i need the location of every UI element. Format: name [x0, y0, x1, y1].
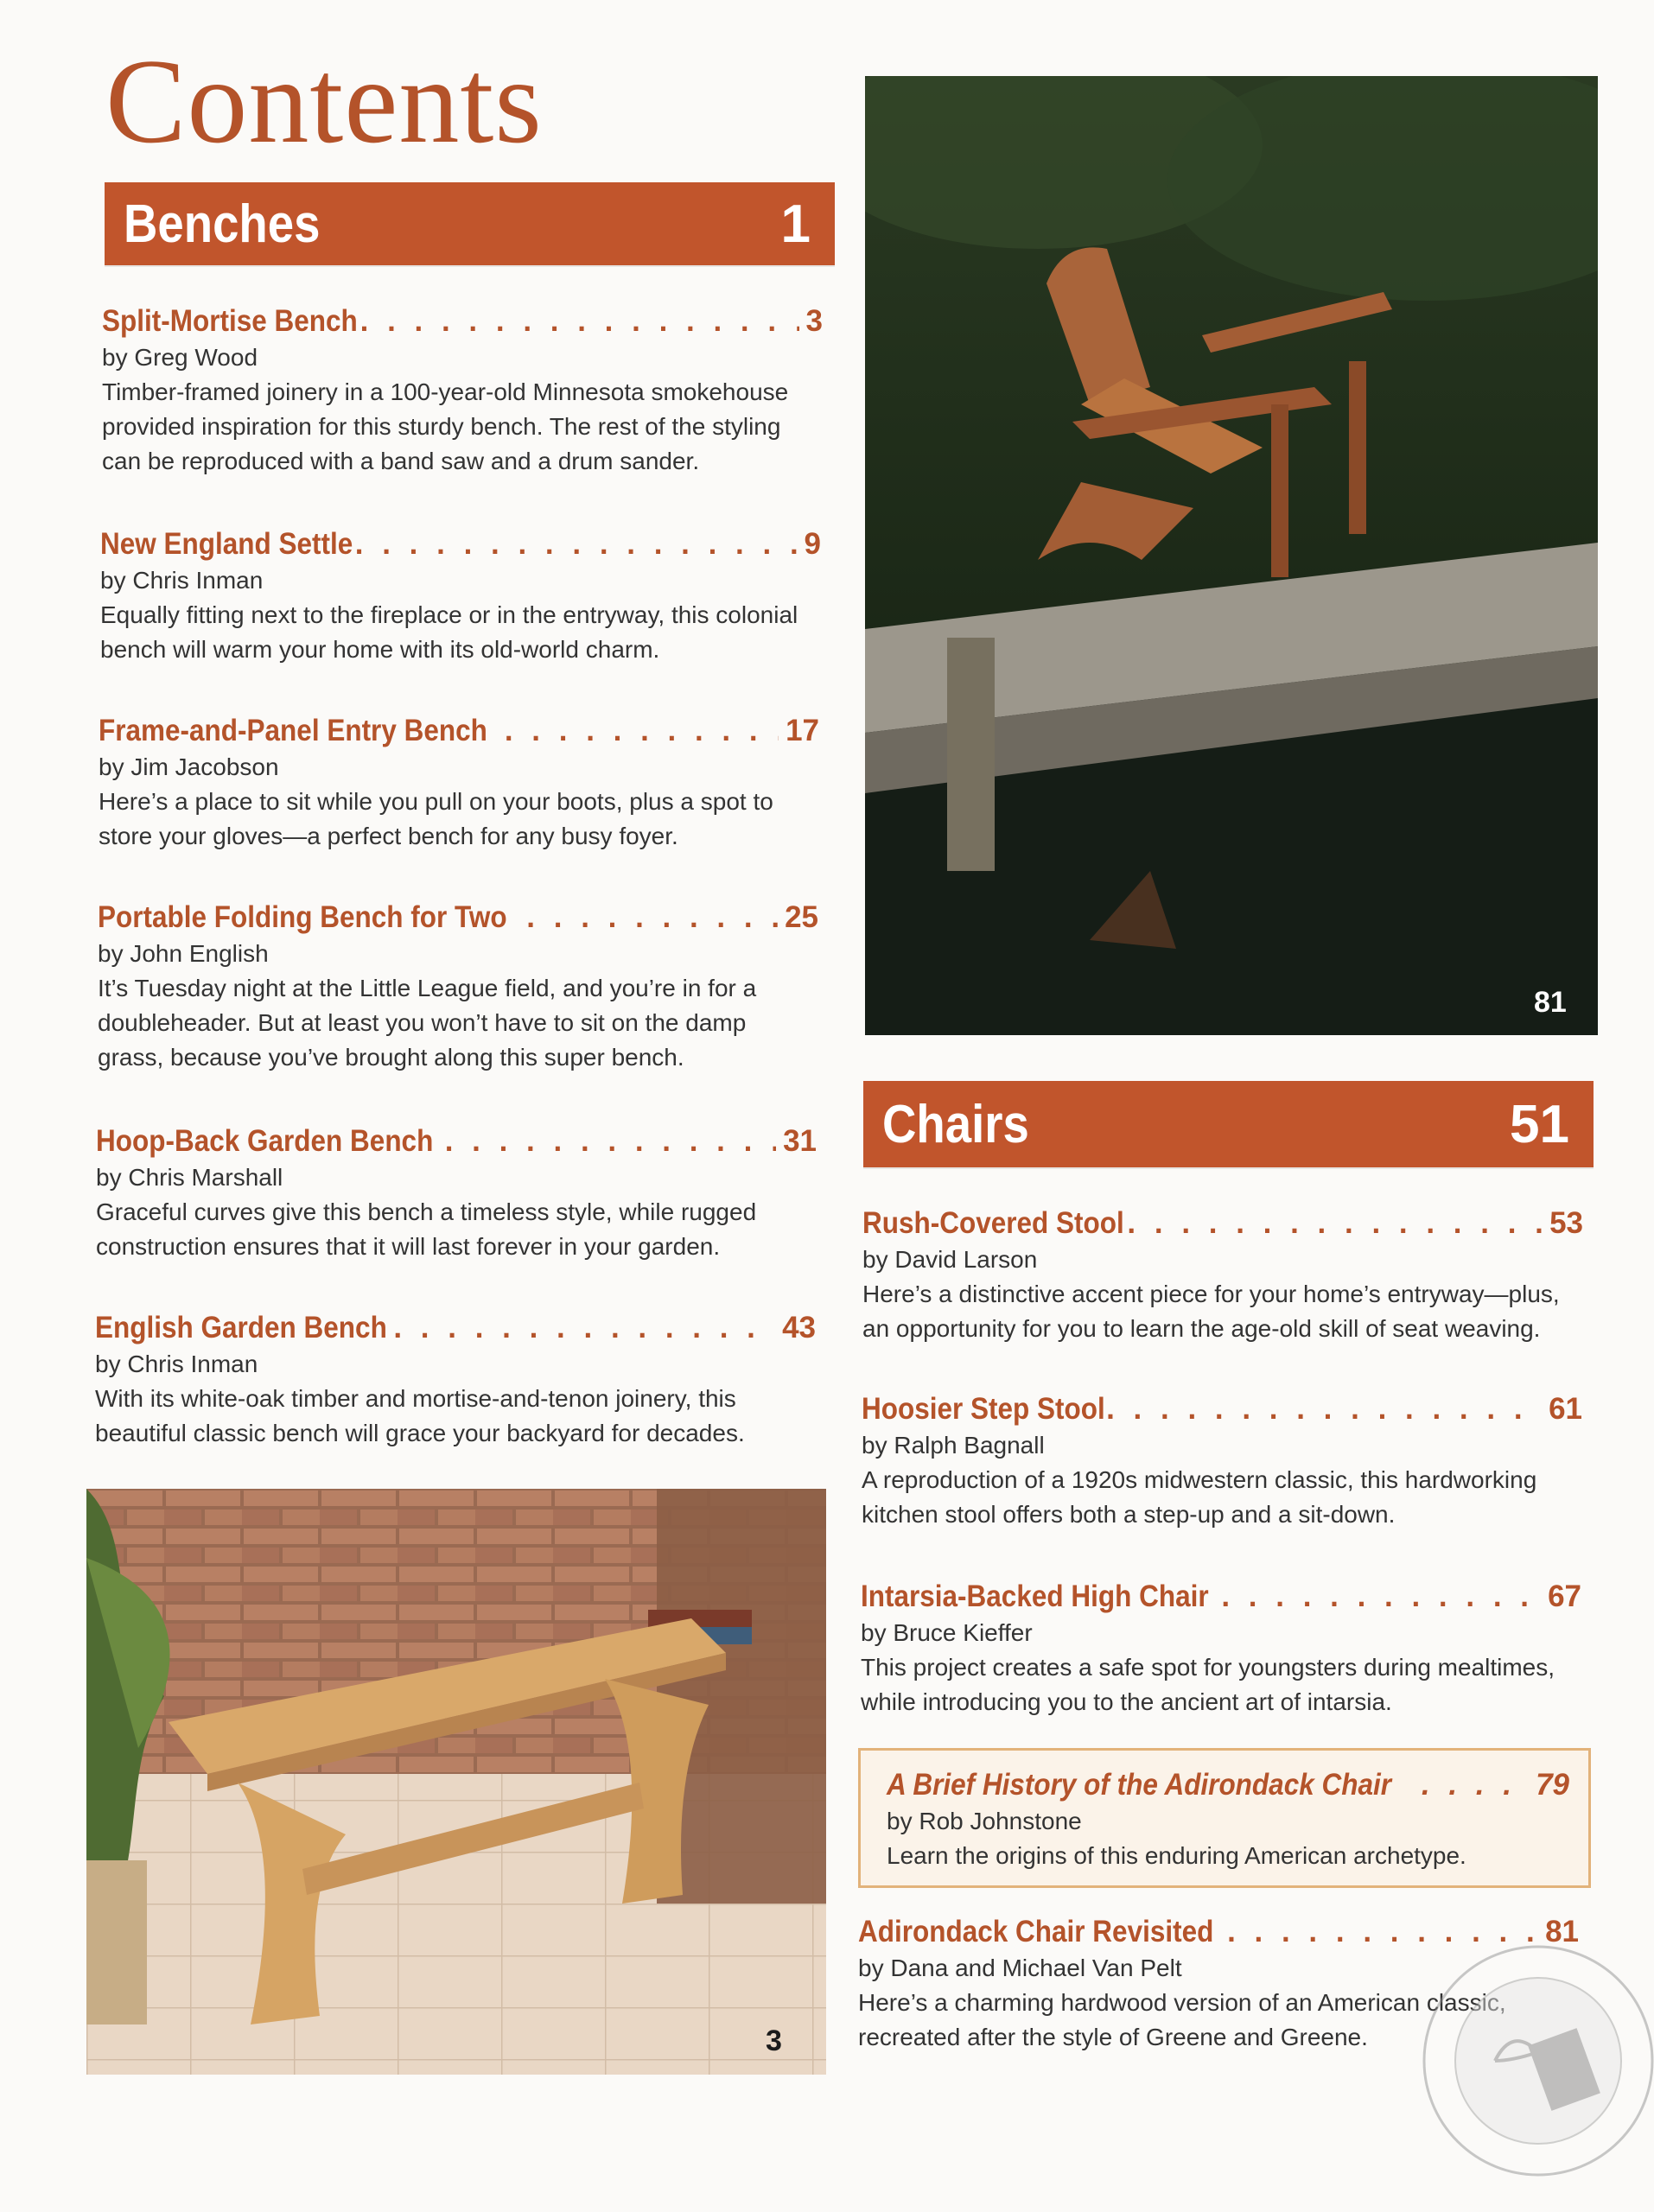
toc-entry-new-england-settle[interactable] — [100, 525, 821, 667]
section-page: 1 — [780, 194, 811, 254]
entry-description: Here’s a charming hardwood version of an American classic, recreated after the style of Greene and Greene. — [858, 1989, 1506, 2050]
adirondack-chair-illustration — [865, 76, 1598, 1035]
leader-dots — [505, 712, 779, 750]
section-page: 51 — [1510, 1094, 1569, 1154]
entry-description: Equally fitting next to the fireplace or in the entryway, this colonial bench will warm your home with its old-world charm. — [100, 601, 798, 663]
adirondack-photo — [865, 76, 1598, 1035]
page-title: Contents — [105, 35, 543, 168]
entry-title: English Garden Bench — [95, 1311, 387, 1344]
toc-entry-frame-and-panel-entry-bench[interactable] — [99, 712, 819, 854]
entry-author: by Chris Inman — [100, 567, 264, 594]
section-label: Benches — [124, 194, 321, 254]
entry-description: Here’s a place to sit while you pull on your boots, plus a spot to store your gloves—a perfect bench for any busy foyer. — [99, 788, 773, 849]
entry-author: by Ralph Bagnall — [862, 1432, 1045, 1459]
entry-description: With its white-oak timber and mortise-and-tenon joinery, this beautiful classic bench will grace your backyard for decades. — [95, 1385, 745, 1446]
toc-entry-english-garden-bench[interactable] — [95, 1309, 816, 1451]
entry-author: by John English — [98, 940, 269, 967]
entry-author: by Dana and Michael Van Pelt — [858, 1955, 1182, 1981]
entry-title: Frame-and-Panel Entry Bench — [99, 714, 487, 747]
leader-dots — [355, 525, 798, 563]
entry-author: by David Larson — [862, 1246, 1038, 1273]
toc-entry-rush-covered-stool[interactable] — [862, 1205, 1583, 1346]
entry-page: 79 — [1536, 1768, 1569, 1802]
entry-description: A reproduction of a 1920s midwestern classic, this hardworking kitchen stool offers both a step-up and a sit-down. — [862, 1466, 1537, 1528]
section-header-benches — [105, 182, 835, 265]
entry-title: New England Settle — [100, 527, 353, 561]
watermark-seal — [1409, 1931, 1654, 2190]
entry-description: Here’s a distinctive accent piece for your home’s entryway—plus, an opportunity for you to learn the age-old skill of seat weaving. — [862, 1281, 1560, 1342]
entry-page: 81 — [1545, 1915, 1579, 1948]
section-header-chairs — [863, 1081, 1594, 1167]
entry-description: Learn the origins of this enduring American archetype. — [887, 1842, 1466, 1869]
entry-page: 25 — [785, 900, 818, 934]
entry-title: Adirondack Chair Revisited — [858, 1915, 1214, 1948]
toc-entry-intarsia-backed-high-chair[interactable] — [861, 1578, 1581, 1719]
leader-dots — [1127, 1205, 1543, 1243]
entry-title: Split-Mortise Bench — [102, 304, 358, 338]
toc-entry-hoop-back-garden-bench[interactable] — [96, 1122, 817, 1264]
entry-page: 61 — [1549, 1392, 1582, 1426]
entry-description: It’s Tuesday night at the Little League field, and you’re in for a doubleheader. But at least you won’t have to sit on the damp grass, because you’ve brought along this super bench. — [98, 975, 757, 1071]
leader-dots — [526, 899, 778, 937]
entry-title: Rush-Covered Stool — [862, 1206, 1124, 1240]
entry-title: Hoosier Step Stool — [862, 1392, 1105, 1426]
entry-page: 67 — [1548, 1580, 1581, 1613]
entry-author: by Bruce Kieffer — [861, 1619, 1033, 1646]
entry-author: by Jim Jacobson — [99, 753, 279, 780]
toc-entry-hoosier-step-stool[interactable] — [862, 1390, 1582, 1532]
toc-entry-split-mortise-bench[interactable] — [102, 302, 823, 479]
leader-dots — [393, 1309, 775, 1347]
leader-dots — [360, 302, 799, 340]
entry-page: 3 — [805, 304, 823, 338]
entry-author: by Chris Inman — [95, 1351, 258, 1377]
entry-title: A Brief History of the Adirondack Chair — [887, 1768, 1392, 1802]
leader-dots — [1106, 1390, 1542, 1428]
garden-bench-illustration — [86, 1489, 826, 2075]
entry-page: 53 — [1549, 1206, 1583, 1240]
entry-description: This project creates a safe spot for youngsters during mealtimes, while introducing you to the ancient art of intarsia. — [861, 1654, 1555, 1715]
entry-page: 31 — [783, 1124, 817, 1158]
entry-author: by Chris Marshall — [96, 1164, 283, 1191]
leader-dots — [445, 1122, 776, 1160]
entry-description: Timber-framed joinery in a 100-year-old Minnesota smokehouse provided inspiration for this sturdy bench. The rest of the styling can be reproduced with a band saw and a drum sander. — [102, 378, 789, 474]
entry-description: Graceful curves give this bench a timeless style, while rugged construction ensures that it will last forever in your garden. — [96, 1198, 757, 1260]
toc-sidebar-brief-history[interactable] — [858, 1748, 1591, 1888]
entry-title: Portable Folding Bench for Two — [98, 900, 507, 934]
entry-author: by Rob Johnstone — [887, 1808, 1082, 1834]
entry-title: Hoop-Back Garden Bench — [96, 1124, 434, 1158]
entry-author: by Greg Wood — [102, 344, 258, 371]
entry-page: 9 — [804, 527, 821, 561]
entry-page: 17 — [786, 714, 819, 747]
leader-dots — [1221, 1578, 1541, 1616]
photo-page-number: 3 — [766, 2024, 782, 2057]
photo-page-number: 81 — [1534, 986, 1567, 1019]
entry-title: Intarsia-Backed High Chair — [861, 1580, 1209, 1613]
leader-dots — [1422, 1766, 1529, 1804]
section-label: Chairs — [882, 1094, 1029, 1154]
entry-page: 43 — [782, 1311, 816, 1344]
bench-photo — [86, 1489, 826, 2075]
toc-entry-portable-folding-bench[interactable] — [98, 899, 818, 1075]
